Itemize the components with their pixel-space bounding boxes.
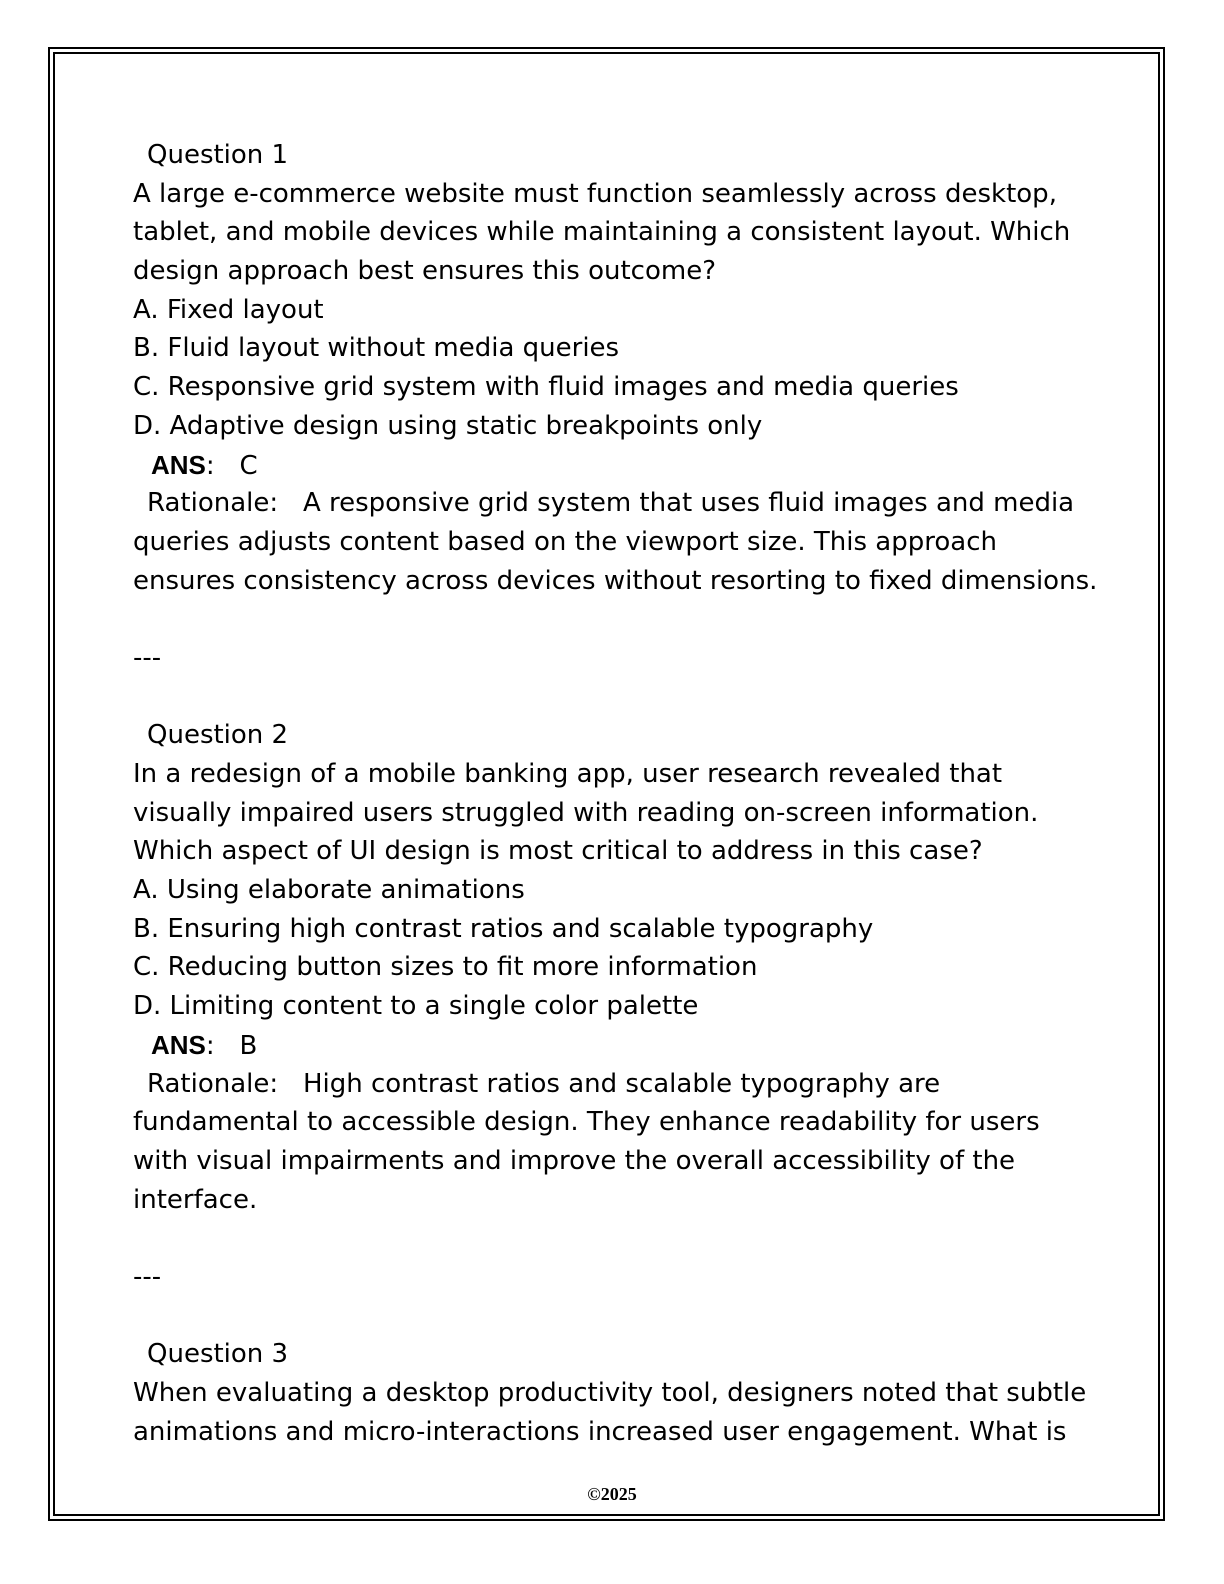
spacer bbox=[133, 678, 1093, 717]
answer-option: B. Fluid layout without media queries bbox=[133, 333, 620, 364]
answer-option: A. Using elaborate animations bbox=[133, 875, 525, 906]
rationale-line bbox=[133, 484, 1093, 523]
rationale-text: ensures consistency across devices without resorting to fixed dimensions. bbox=[133, 565, 1098, 596]
question-block bbox=[133, 136, 1098, 600]
question-stem-line: animations and micro-interactions increased user engagement. What is bbox=[133, 1416, 1067, 1447]
answer-option: C. Reducing button sizes to fit more information bbox=[133, 952, 758, 983]
rationale-text: A responsive grid system that uses fluid images and media bbox=[278, 488, 1075, 519]
document-body bbox=[133, 136, 1098, 1451]
rationale-text: High contrast ratios and scalable typography are bbox=[278, 1068, 941, 1099]
answer-option: A. Fixed layout bbox=[133, 294, 324, 325]
question-heading: Question 2 bbox=[147, 720, 289, 751]
question-stem-line: When evaluating a desktop productivity tool, designers noted that subtle bbox=[133, 1378, 1087, 1408]
answer-value: : B bbox=[205, 1030, 258, 1061]
rationale-text: with visual impairments and improve the overall accessibility of the bbox=[133, 1145, 1016, 1176]
question-stem-line: Which aspect of UI design is most critical to address in this case? bbox=[133, 836, 983, 867]
answer-option: D. Limiting content to a single color palette bbox=[133, 991, 699, 1022]
answer-line bbox=[133, 446, 1093, 485]
question-block bbox=[133, 1335, 1093, 1451]
answer-line bbox=[133, 1026, 1093, 1065]
rationale-text: interface. bbox=[133, 1184, 258, 1215]
separator: --- bbox=[133, 1261, 162, 1292]
rationale-text: queries adjusts content based on the viewport size. This approach bbox=[133, 526, 997, 557]
answer-value: : C bbox=[205, 450, 258, 481]
separator: --- bbox=[133, 642, 162, 673]
answer-option: C. Responsive grid system with fluid images and media queries bbox=[133, 372, 959, 403]
question-stem-line: tablet, and mobile devices while maintaining a consistent layout. Which bbox=[133, 217, 1071, 248]
question-stem-line: visually impaired users struggled with reading on-screen information. bbox=[133, 797, 1039, 828]
question-stem-line: In a redesign of a mobile banking app, user research revealed that bbox=[133, 759, 1003, 789]
question-stem-line: design approach best ensures this outcome? bbox=[133, 256, 716, 287]
answer-label: ANS bbox=[151, 449, 206, 480]
spacer bbox=[133, 600, 1093, 639]
rationale-text: fundamental to accessible design. They enhance readability for users bbox=[133, 1107, 1040, 1138]
rationale-label: Rationale: bbox=[147, 488, 279, 519]
question-heading: Question 1 bbox=[147, 140, 289, 170]
question-stem-line: A large e-commerce website must function seamlessly across desktop, bbox=[133, 178, 1057, 209]
rationale-label: Rationale: bbox=[147, 1068, 279, 1099]
spacer bbox=[133, 1219, 1093, 1258]
rationale-line bbox=[133, 1065, 1093, 1104]
answer-label: ANS bbox=[151, 1029, 206, 1060]
question-block bbox=[133, 716, 1093, 1219]
spacer bbox=[133, 1297, 1093, 1336]
answer-option: B. Ensuring high contrast ratios and scalable typography bbox=[133, 913, 874, 944]
copyright-footer: ©2025 bbox=[587, 1484, 637, 1504]
answer-option: D. Adaptive design using static breakpoints only bbox=[133, 410, 763, 441]
question-heading: Question 3 bbox=[147, 1339, 289, 1370]
